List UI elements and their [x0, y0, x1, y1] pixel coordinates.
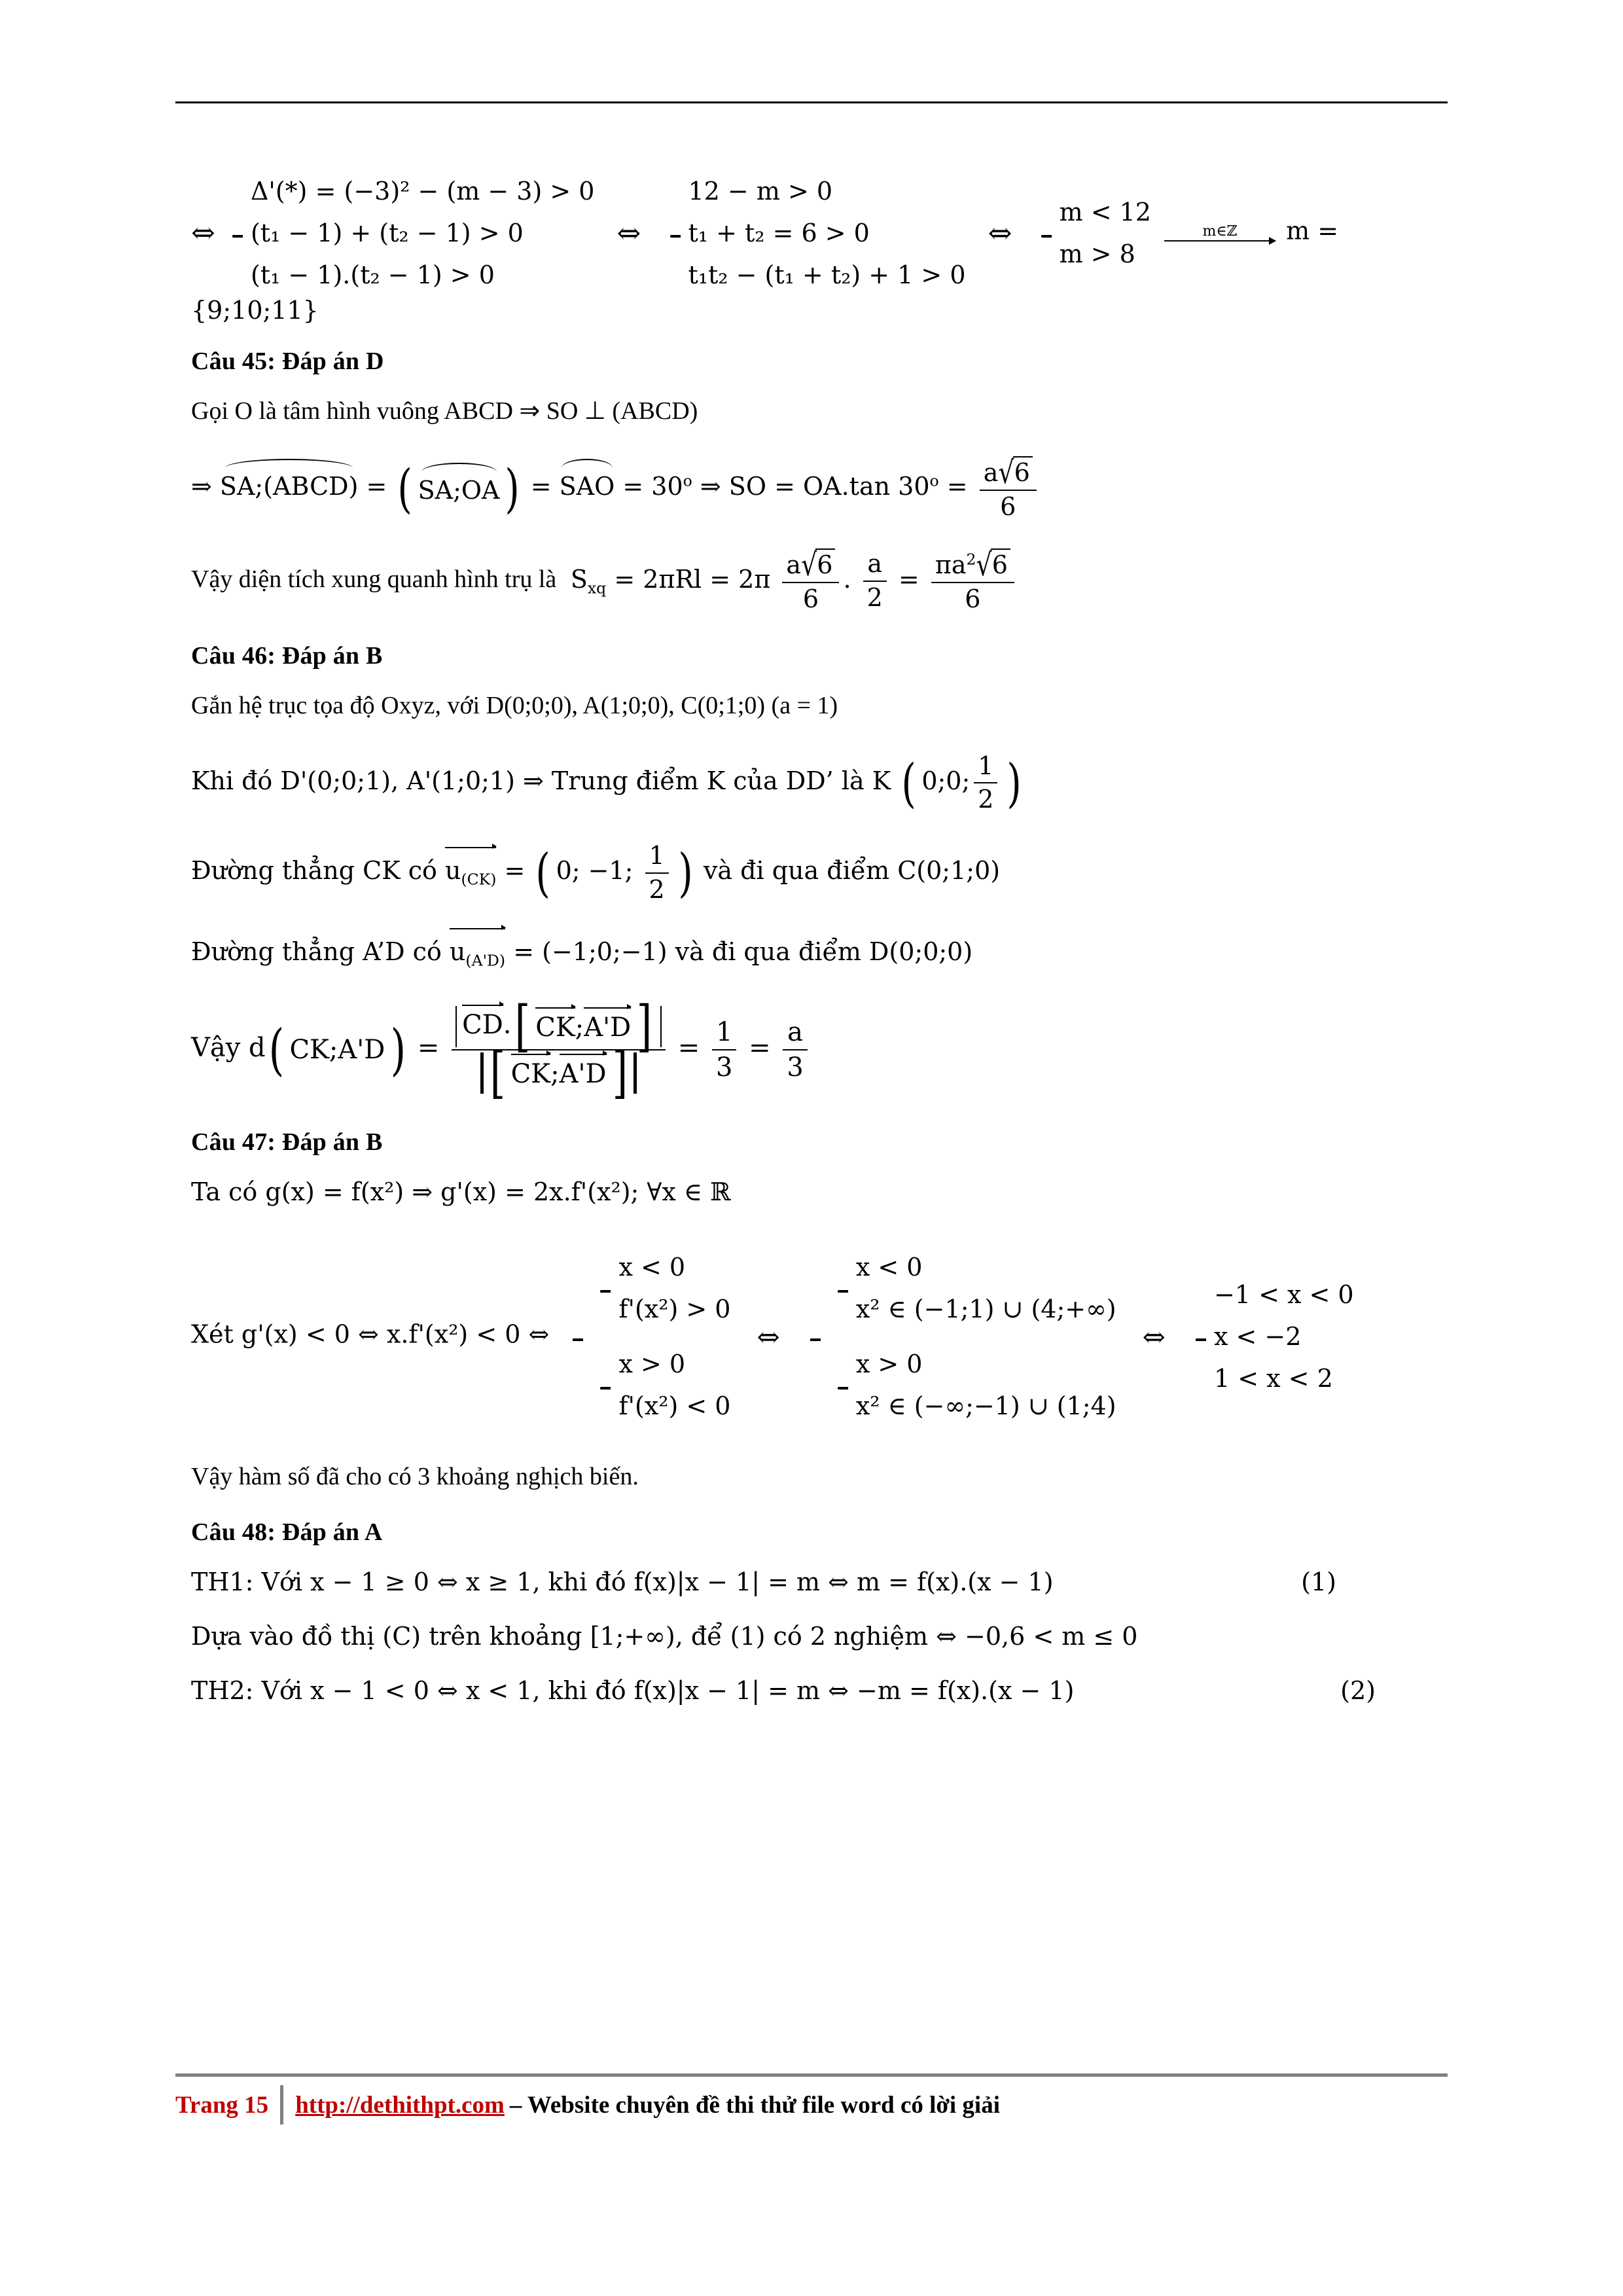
cau45-line-2: ⇒ SA;(ABCD) = ( SA;OA ) = SAO = $30^o$ ⇒ SO = OA.tan $30^o$ = $\frac{a√6}{6}$	[191, 456, 1435, 521]
page-footer	[175, 2085, 1448, 2125]
system-middle-row-1: 12 − m > 0	[688, 177, 833, 206]
cau45-line-3-math: $S_{xq} = 2\pi Rl = 2\pi$ $\frac{a√6}{6}$ . $\frac{a}{2}$ = $\frac{\pi a^2√6}{6}$	[563, 565, 1018, 594]
cau46-line-1	[191, 687, 1435, 725]
angle-sao: SAO	[560, 464, 615, 505]
cau46-line-1-text: Gắn hệ trục tọa độ Oxyz, với D(0;0;0), A(1;0;0), C(0;1;0) (a = 1)	[191, 691, 838, 719]
cau45-line-3	[191, 548, 1435, 613]
vector-u-ad: $u_{(A'D)}$	[450, 932, 505, 973]
case-group-1	[591, 1240, 733, 1336]
cau48-line-1	[191, 1564, 1435, 1601]
cau46-line-3: Đường thẳng CK có $u_{(CK)}$ = ( 0; −1; $\frac{1}{2}$ ) và đi qua điểm C(0;1;0)	[191, 841, 1001, 904]
cau45-line-3-prefix: Vậy diện tích xung quanh hình trụ là	[191, 565, 557, 594]
case2b: f'(x²) < 0	[618, 1391, 731, 1421]
cau47-line-2-prefix: Xét g'(x) < 0 ⇔ x.f'(x²) < 0 ⇔	[191, 1319, 550, 1349]
final-solution-1: −1 < x < 0	[1213, 1280, 1354, 1310]
fraction-asqrt6-6: $\frac{a√6}{6}$	[782, 548, 839, 613]
paren-u-ck-coords: ( 0; −1; $\frac{1}{2}$ )	[535, 841, 693, 904]
cau45-line-1-text: Gọi O là tâm hình vuông ABCD ⇒ SO ⊥ (ABCD)	[191, 397, 698, 425]
system-right-row-2: m > 8	[1059, 240, 1135, 268]
page-number-label: Trang 15	[175, 2091, 269, 2119]
fraction-distance	[452, 994, 666, 1105]
fraction-1-3: $\frac{1}{3}$	[712, 1017, 736, 1083]
case2a: x > 0	[618, 1350, 686, 1379]
fraction-pia2sqrt6-6: $\frac{\pi a^2√6}{6}$	[931, 548, 1014, 613]
paren-k-coords: ( 0;0; $\frac{1}{2}$ )	[901, 751, 1022, 814]
cau48-line-1-tag: (1)	[1301, 1568, 1336, 1597]
cau48-line-2	[191, 1618, 1435, 1655]
header-divider	[175, 101, 1448, 103]
case1b: f'(x²) > 0	[618, 1295, 731, 1324]
final-solution-3: 1 < x < 2	[1213, 1364, 1333, 1393]
fraction-a-sqrt6-over-6: $\frac{a√6}{6}$	[980, 456, 1037, 521]
vector-u-ck: $u_{(CK)}$	[445, 851, 496, 891]
cau48-line-1-text: TH1: Với x − 1 ≥ 0 ⇔ x ≥ 1, khi đó f(x)|x − 1| = m ⇔ m = f(x).(x − 1)	[191, 1568, 1054, 1597]
system-left-row-2: (t₁ − 1) + (t₂ − 1) > 0	[250, 219, 524, 247]
case1a: x < 0	[618, 1253, 686, 1282]
cau46-line-5: Vậy d ( CK;A'D ) = CD. [ CK;A'D ] [ CK;A'D ] = $\frac{1}{3}$ = $\frac{a}{3}$	[191, 1006, 1435, 1094]
system-right	[1035, 191, 1151, 275]
system-left	[226, 170, 594, 296]
abs-numerator: CD. [ CK;A'D ]	[455, 1006, 662, 1047]
angle-sa-abcd: SA;(ABCD)	[220, 464, 359, 505]
cau47-conclusion-text: Vậy hàm số đã cho có 3 khoảng nghịch biến.	[191, 1463, 639, 1491]
case-group-4	[829, 1336, 1119, 1433]
cau48-line-3-text: TH2: Với x − 1 < 0 ⇔ x < 1, khi đó f(x)|x − 1| = m ⇔ −m = f(x).(x − 1)	[191, 1676, 1075, 1706]
case4b: x² ∈ (−∞;−1) ∪ (1;4)	[855, 1391, 1116, 1421]
heading-cau-48: Câu 48: Đáp án A	[191, 1518, 383, 1547]
system-right-row-1: m < 12	[1059, 198, 1151, 226]
fraction-1-2: $\frac{1}{2}$	[974, 752, 997, 814]
cau48-line-3-tag: (2)	[1340, 1676, 1376, 1706]
case3a: x < 0	[855, 1253, 923, 1282]
cau48-line-2-text: Dựa vào đồ thị (C) trên khoảng [1;+∞), để (1) có 2 nghiệm ⇔ −0,6 < m ≤ 0	[191, 1622, 1138, 1651]
system-middle-row-2: t₁ + t₂ = 6 > 0	[688, 219, 870, 247]
cau48-line-3	[191, 1672, 1435, 1710]
footer-divider	[175, 2073, 1448, 2077]
fraction-1-2-b: $\frac{1}{2}$	[645, 842, 669, 904]
top-equation-system: ⇔ Δ'(*) = (−3)² − (m − 3) > 0 (t₁ − 1) + (t₂ − 1) > 0 (t₁ − 1).(t₂ − 1) > 0 ⇔ 12 − m > 0 t₁ + t₂ = 6 > 0 t₁t₂ − (t₁ + t₂) + 1 > 0 ⇔ m < 12 m > 8 m∈ℤ m = {9;10;11}	[191, 170, 1435, 325]
paren-d-ck-ad: ( CK;A'D )	[268, 1017, 406, 1082]
cau46-line-4: Đường thẳng A’D có $u_{(A'D)}$ = (−1;0;−1) và đi qua điểm D(0;0;0)	[191, 932, 1435, 973]
case4a: x > 0	[855, 1350, 923, 1379]
footer-website-link[interactable]: http://dethithpt.com	[295, 2091, 505, 2119]
case-group-2	[591, 1336, 733, 1433]
top-system-result: m = {9;10;11}	[191, 216, 1339, 325]
cau47-line-1-text: Ta có g(x) = f(x²) ⇒ g'(x) = 2x.f'(x²); ∀x ∈ ℝ	[191, 1177, 731, 1207]
heading-cau-45: Câu 45: Đáp án D	[191, 348, 384, 375]
footer-vertical-divider	[280, 2085, 283, 2125]
system-left-row-3: (t₁ − 1).(t₂ − 1) > 0	[250, 260, 495, 289]
system-left-row-1: Δ'(*) = (−3)² − (m − 3) > 0	[250, 177, 595, 206]
heading-cau-46: Câu 46: Đáp án B	[191, 641, 383, 670]
case-bracket-1	[566, 1240, 733, 1433]
arrow-label: m∈ℤ	[1202, 223, 1238, 240]
fraction-a-2: $\frac{a}{2}$	[863, 550, 887, 612]
arrow-shaft-icon	[1164, 240, 1275, 242]
cau45-line-1	[191, 393, 1435, 430]
fraction-a-3: $\frac{a}{3}$	[783, 1017, 807, 1083]
final-solution-bracket	[1189, 1274, 1354, 1399]
final-solution-2: x < −2	[1213, 1322, 1302, 1352]
heading-cau-47: Câu 47: Đáp án B	[191, 1128, 383, 1157]
document-content	[191, 164, 1435, 1727]
cau46-line-2: Khi đó D'(0;0;1), A'(1;0;1) ⇒ Trung điểm K của DD’ là K ( 0;0; $\frac{1}{2}$ )	[191, 752, 1435, 814]
cau47-conclusion	[191, 1458, 1435, 1496]
case-group-3	[829, 1240, 1119, 1336]
cau47-line-1	[191, 1174, 1435, 1211]
implication-arrow	[1164, 224, 1275, 242]
footer-tagline: – Website chuyên đề thi thử file word có lời giải	[509, 2091, 1000, 2119]
system-middle	[664, 170, 966, 296]
case-bracket-2	[804, 1240, 1119, 1433]
case3b: x² ∈ (−1;1) ∪ (4;+∞)	[855, 1295, 1116, 1324]
cau47-case-analysis: Xét g'(x) < 0 ⇔ x.f'(x²) < 0 ⇔ x < 0 f'(x²) > 0 x > 0 f'(x²) < 0 ⇔ x < 0 x² ∈ (−1;1) ∪ (4;+∞) x > 0 x² ∈ (−∞;−1) ∪ (1;4) ⇔ −1 < x < 0 x < −2 1 < x < 2	[191, 1240, 1435, 1433]
paren-sa-oa: ( SA;OA )	[397, 457, 520, 519]
norm-denominator: [ CK;A'D ]	[480, 1052, 637, 1094]
system-middle-row-3: t₁t₂ − (t₁ + t₂) + 1 > 0	[688, 260, 966, 289]
